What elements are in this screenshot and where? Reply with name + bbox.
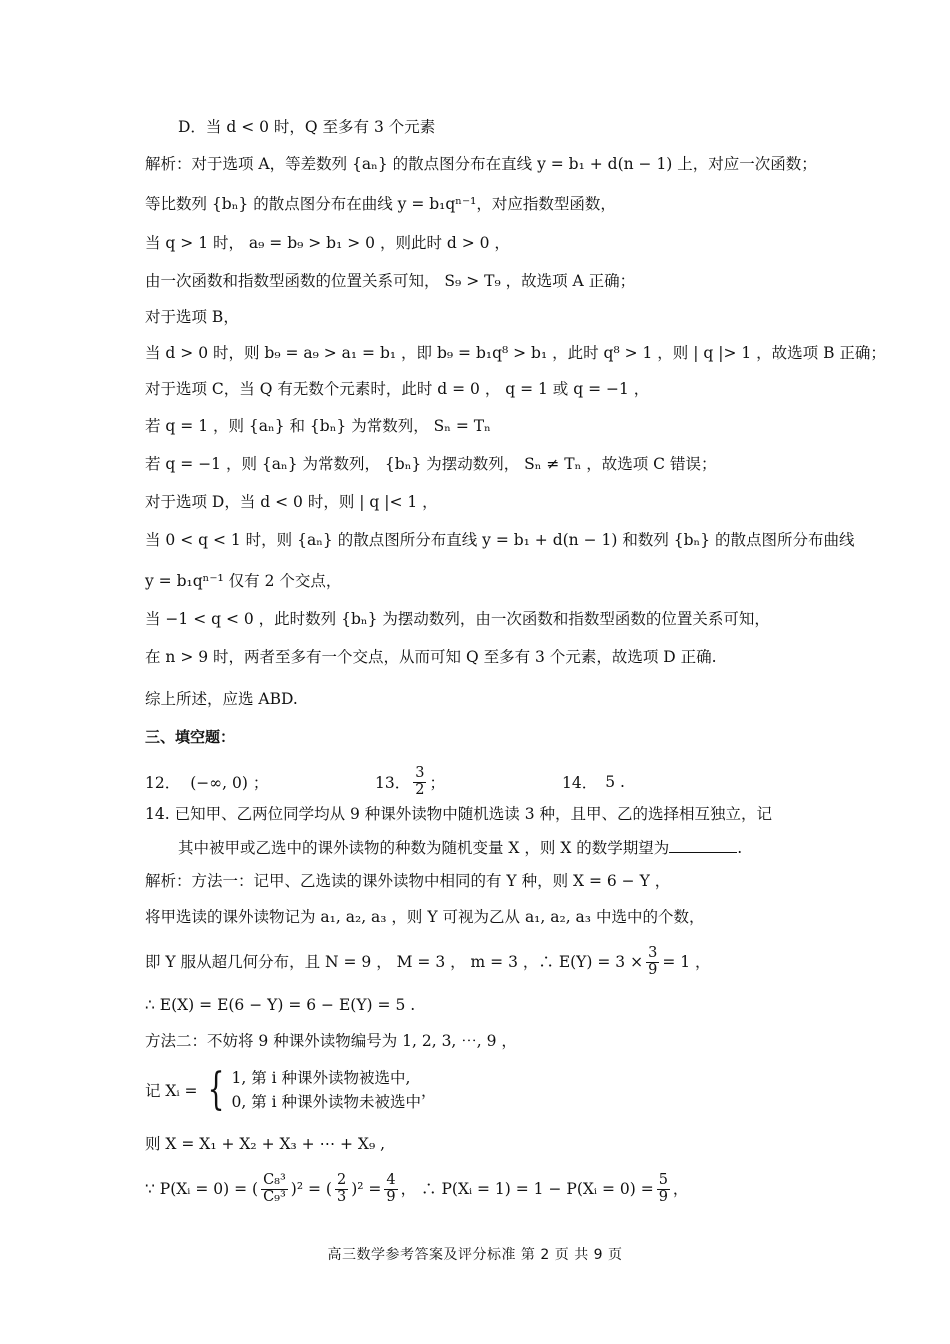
- analysis-line: 当 0 < q < 1 时，则 {aₙ} 的散点图所分布直线 y = b₁ + d(n − 1) 和数列 {bₙ} 的散点图所分布曲线: [145, 531, 855, 549]
- solution-line: 则 X = X₁ + X₂ + X₃ + ⋯ + X₉ ,: [145, 1135, 386, 1153]
- analysis-line: 对于选项 C，当 Q 有无数个元素时，此时 d = 0 ， q = 1 或 q = −1 ，: [145, 380, 650, 398]
- analysis-line: 若 q = −1 ，则 {aₙ} 为常数列， {bₙ} 为摆动数列， Sₙ ≠ Tₙ ，故选项 C 错误；: [145, 455, 717, 473]
- fraction: $\frac{4}{9}$: [386, 1172, 396, 1205]
- analysis-line: 当 −1 < q < 0 ，此时数列 {bₙ} 为摆动数列，由一次函数和指数型函数的位置关系可知，: [145, 610, 770, 628]
- section-heading: 三、填空题：: [145, 728, 236, 746]
- solution-line: 解析：方法一：记甲、乙选读的课外读物中相同的有 Y 种，则 X = 6 − Y ，: [145, 872, 671, 890]
- solution-line: 将甲选读的课外读物记为 a₁, a₂, a₃ ，则 Y 可视为乙从 a₁, a₂, a₃ 中选中的个数，: [145, 908, 705, 926]
- solution-line: 即 Y 服从超几何分布，且 N = 9 ， M = 3 ， m = 3 ，∴ E(Y) = 3 × $\frac{3}{9}$ = 1 ，: [145, 945, 711, 978]
- analysis-line: 若 q = 1 ，则 {aₙ} 和 {bₙ} 为常数列， Sₙ = Tₙ: [145, 417, 491, 435]
- analysis-line: 对于选项 D，当 d < 0 时，则 | q |< 1 ，: [145, 493, 438, 511]
- analysis-line: 对于选项 B，: [145, 308, 239, 326]
- analysis-line: 当 d > 0 时，则 b₉ = a₉ > a₁ = b₁ ，即 b₉ = b₁q⁸ > b₁ ，此时 q⁸ > 1 ，则 | q |> 1 ，故选项 B 正确；: [145, 344, 886, 362]
- analysis-intro: 解析：对于选项 A，等差数列 {aₙ} 的散点图分布在直线 y = b₁ + d(n − 1) 上，对应一次函数；: [145, 155, 817, 173]
- page-footer: 高三数学参考答案及评分标准 第 2 页 共 9 页: [327, 1247, 623, 1263]
- option-d-text: D．当 d < 0 时，Q 至多有 3 个元素: [178, 118, 436, 136]
- solution-line: 方法二：不妨将 9 种课外读物编号为 1, 2, 3, ⋯, 9 ，: [145, 1032, 517, 1050]
- problem-14-text: 14. 已知甲、乙两位同学均从 9 种课外读物中随机选读 3 种，且甲、乙的选择相互独立，记: [145, 805, 773, 823]
- analysis-line: 当 q > 1 时， a₉ = b₉ > b₁ > 0 ，则此时 d > 0 ，: [145, 234, 510, 252]
- fraction: $\frac{3}{9}$: [648, 945, 658, 978]
- fill-in-answers: [145, 762, 785, 802]
- fraction: $\frac{\text{C₈³}}{\text{C₉³}}$: [263, 1172, 286, 1205]
- piecewise-definition: 记 Xᵢ = { 1, 第 i 种课外读物被选中, 0, 第 i 种课外读物未被选中 ，: [145, 1064, 437, 1115]
- answer-12: 12． (−∞, 0) ；: [145, 774, 269, 792]
- solution-line: ∴ E(X) = E(6 − Y) = 6 − E(Y) = 5 .: [145, 996, 416, 1014]
- fraction: $\frac{5}{9}$: [658, 1172, 668, 1205]
- answer-blank: [669, 836, 737, 853]
- analysis-line: y = b₁qⁿ⁻¹ 仅有 2 个交点，: [145, 572, 342, 590]
- analysis-conclusion: 综上所述，应选 ABD.: [145, 690, 298, 708]
- answer-13: 13． $\frac{3}{2}$ ；: [375, 765, 445, 798]
- analysis-line: 在 n > 9 时，两者至多有一个交点，从而可知 Q 至多有 3 个元素，故选项 D 正确.: [145, 648, 717, 666]
- answer-14: 14． 5 .: [562, 773, 625, 792]
- problem-14-text: 其中被甲或乙选中的课外读物的种数为随机变量 X ，则 X 的数学期望为 .: [178, 836, 820, 859]
- fraction: $\frac{2}{3}$: [336, 1172, 347, 1205]
- fraction: $\frac{3}{2}$: [415, 765, 425, 798]
- probability-line: ∵ P(Xᵢ = 0) = ( $\frac{\text{C₈³}}{\text{C₉³}}$ )² = ( $\frac{2}{3}$ )² = $\frac{4}{9}$ ， ∴ P(Xᵢ = 1) = 1 − P(Xᵢ = 0) = $\frac{5}{9}$ ，: [145, 1172, 689, 1205]
- left-brace: {: [207, 1064, 224, 1115]
- analysis-line: 等比数列 {bₙ} 的散点图分布在曲线 y = b₁qⁿ⁻¹，对应指数型函数，: [145, 195, 616, 213]
- analysis-line: 由一次函数和指数型函数的位置关系可知， S₉ > T₉ ，故选项 A 正确；: [145, 272, 636, 290]
